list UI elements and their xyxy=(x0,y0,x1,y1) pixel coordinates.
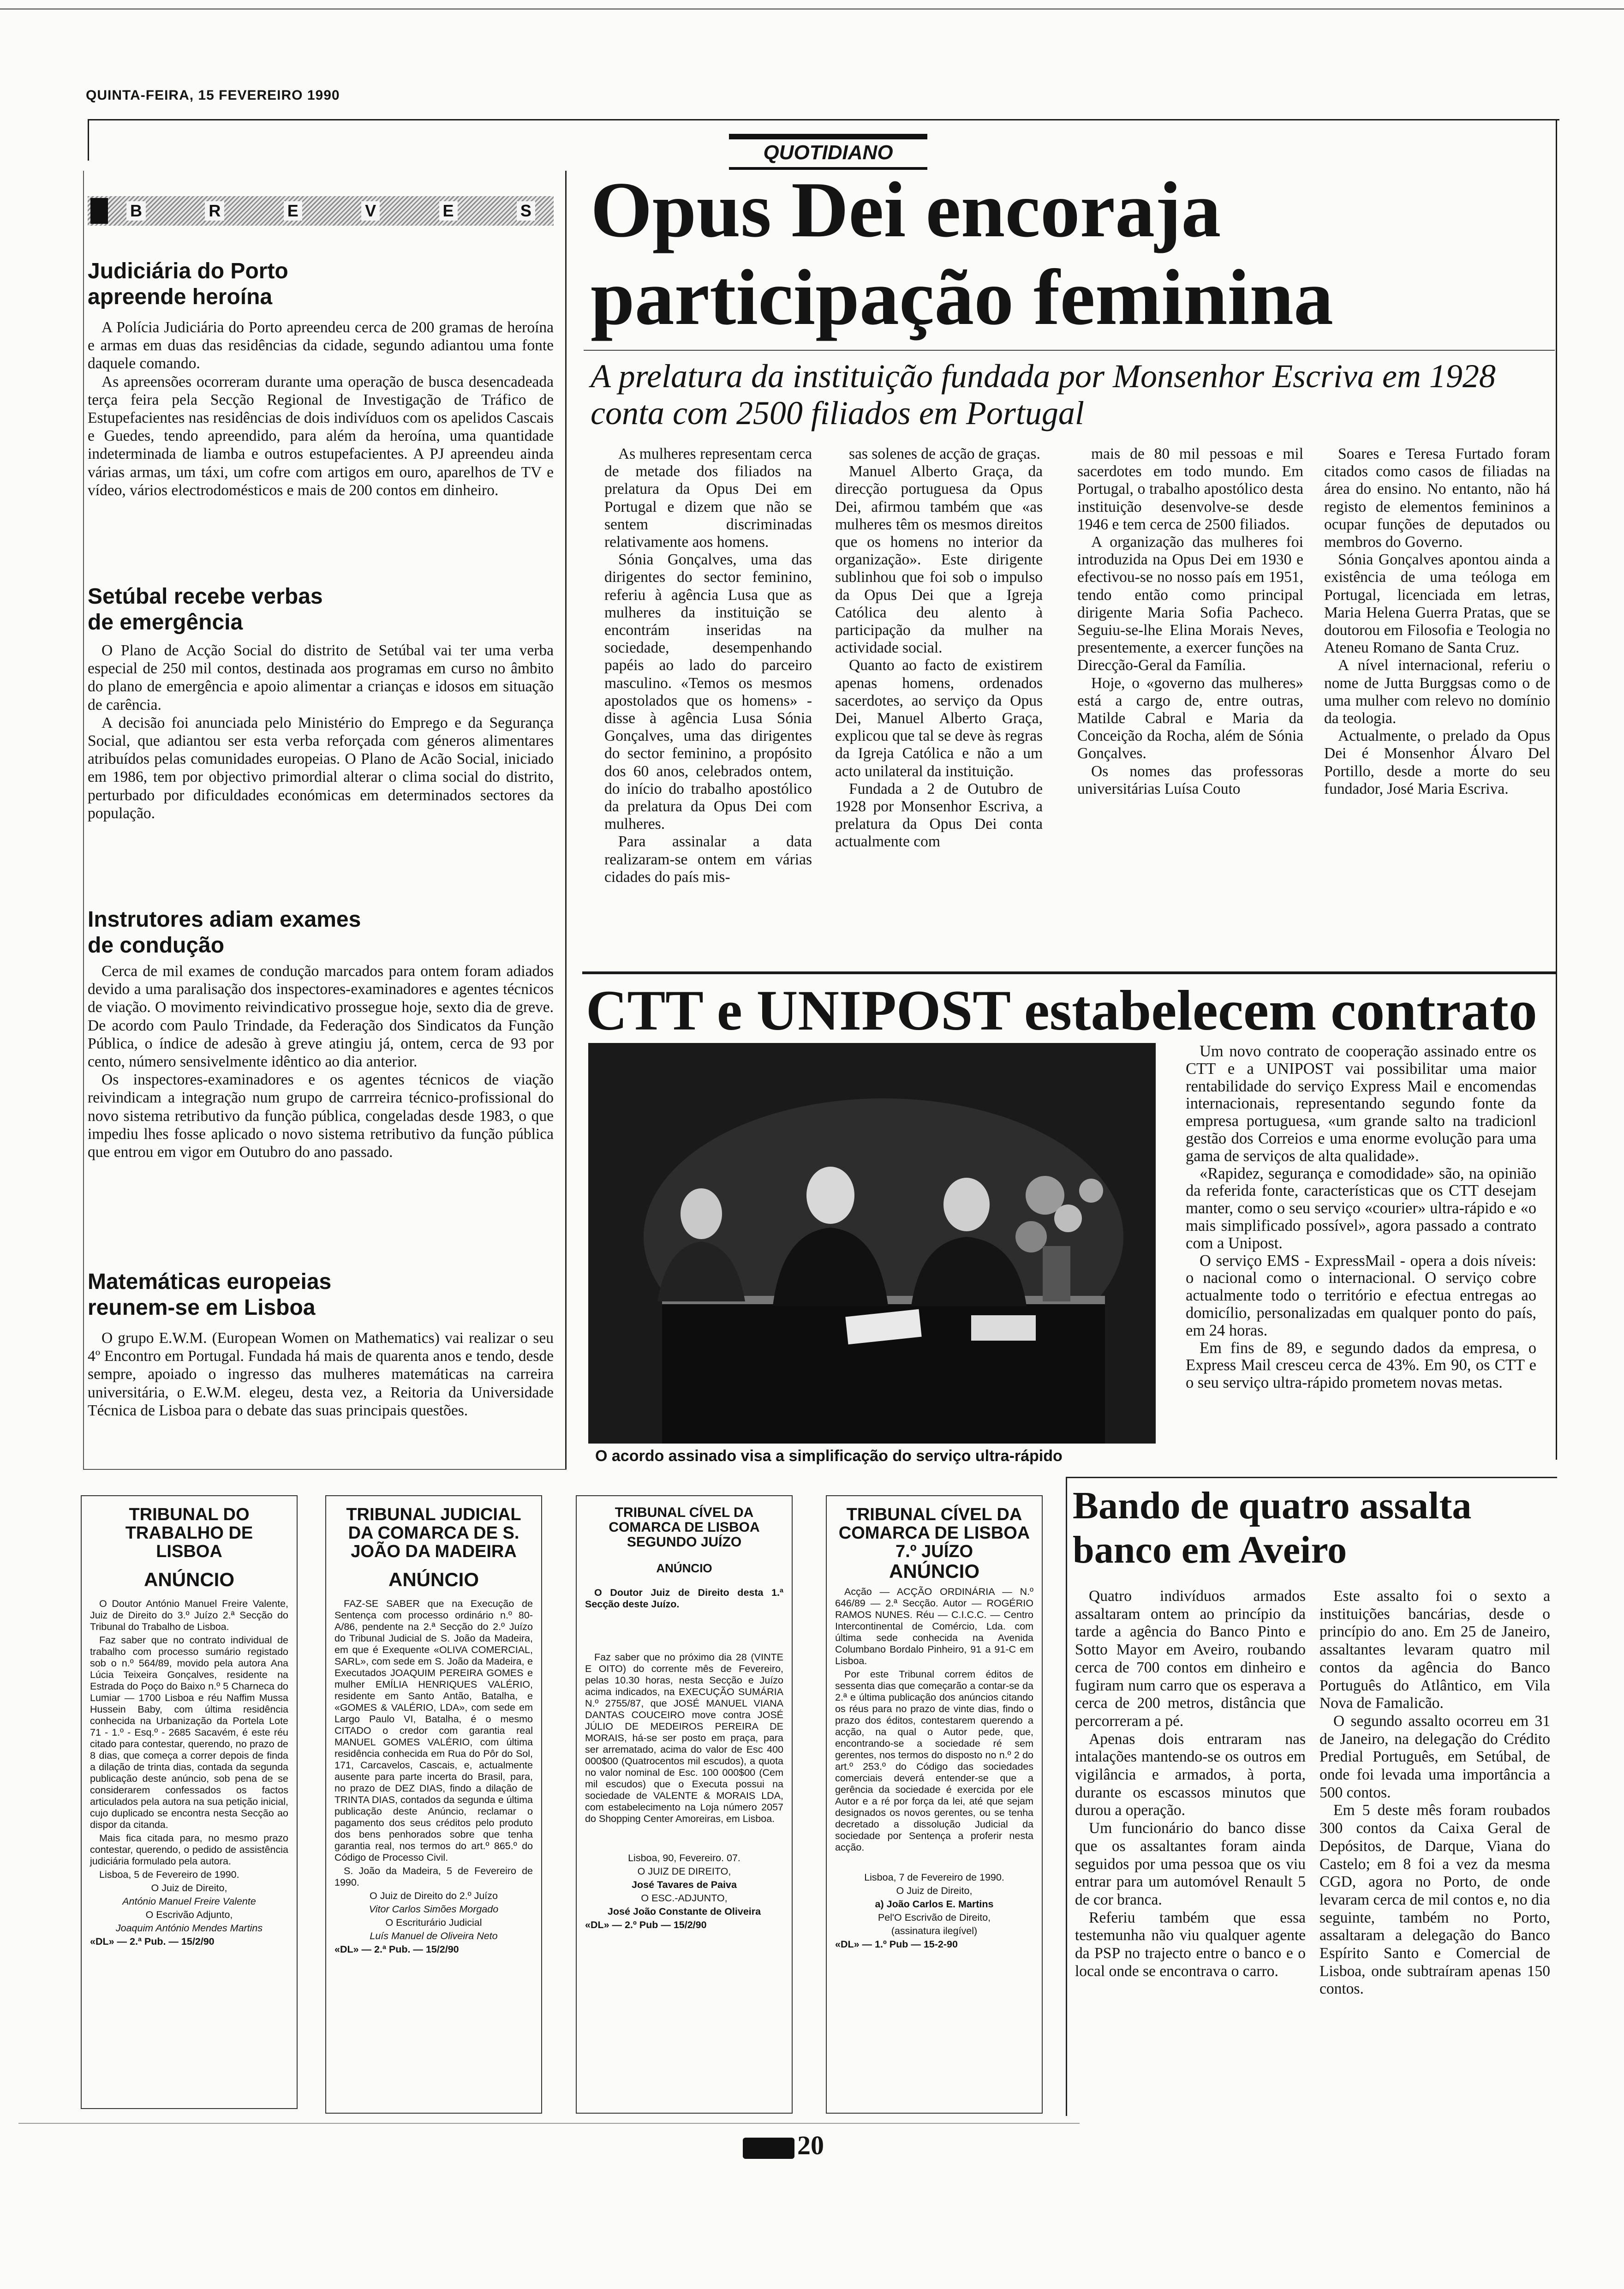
legal-notice xyxy=(325,1495,542,2114)
notice-title: TRIBUNAL DO TRABALHO DE LISBOA xyxy=(125,1505,253,1561)
notice-signature: Luís Manuel de Oliveira Neto xyxy=(370,1930,498,1941)
article-paragraph: A nível internacional, referiu o nome de Jutta Burggsas como o de uma mulher com relevo no domínio da teologia. xyxy=(1324,657,1550,727)
article-paragraph: Manuel Alberto Graça, da direcção portuguesa da Opus Dei, afirmou também que «as mulheres têm os mesmos direitos que os homens no interior da organização». Este dirigente sublinhou que foi sob o impulso da Opus Dei que a Igreja Católica deu alento à participação da mulher na actividade social. xyxy=(835,463,1043,657)
bando-paragraph: Em 5 deste mês foram roubados 300 contos da Caixa Geral de Depósitos, de Darque, Viana do Castelo; em 8 foi a vez da mesma CGD, agora no Porto, de onde levaram cerca de mil contos e, no dia seguinte, também no Porto, assaltaram a delegação do Banco Espírito Santo e Comercial de Lisboa, onde subtraíram apenas 150 contos. xyxy=(1320,1802,1550,1998)
brief-paragraph: Cerca de mil exames de condução marcados para ontem foram adiados devido a uma paralisação dos inspectores-examinadores e agentes técnicos de viação. O movimento reivindicativo prossegue hoje, sexto dia de greve. De acordo com Paulo Trindade, da Federação dos Sindicatos da Função Pública, o índice de adesão à greve atingiu já, ontem, cerca de 93 por cento, número sensivelmente idêntico ao dia anterior. xyxy=(88,963,554,1071)
bando-paragraph: Quatro indivíduos armados assaltaram ontem ao princípio da tarde a agência do Banco Pinto e Sotto Mayor em Aveiro, roubando cerca de 700 contos em dinheiro e fugiram num carro que os esperava a cerca de 200 metros, distância que percorreram a pé. xyxy=(1075,1588,1306,1730)
ctt-paragraph: Um novo contrato de cooperação assinado entre os CTT e a UNIPOST vai possibilitar uma maior rentabilidade do serviço Express Mail e encomendas internacionais, representando segundo fonte da empresa portuguesa, «um grande salto na tradicionl gestão dos Correios e uma enorme evolução para uma gama de serviços de alta qualidade». xyxy=(1186,1043,1536,1165)
brief-title: Matemáticas europeias reunem-se em Lisboa xyxy=(88,1270,332,1320)
breves-banner xyxy=(88,196,554,226)
brief-paragraph: O grupo E.W.M. (European Women on Mathematics) vai realizar o seu 4º Encontro em Portugal. Fundada há mais de quarenta anos e tendo, desde sempre, apoiado o ingresso das mulheres matemáticas na carreira universitária, o E.W.M. elegeu, desta vez, a Reitoria da Universidade Técnica de Lisboa para o debate das suas principais questões. xyxy=(88,1330,554,1419)
notice-publication: «DL» — 1.º Pub — 15-2-90 xyxy=(835,1939,958,1950)
signing-photo xyxy=(588,1043,1156,1444)
brief-paragraph: A Polícia Judiciária do Porto apreendeu cerca de 200 gramas de heroína e armas em duas das residências da cidade, segundo adiantou uma fonte daquele comando. xyxy=(88,319,554,372)
brief-paragraph: Os inspectores-examinadores e os agentes técnicos de viação reivindicam a integração num grupo de carrreira técnico-profissional do novo sistema retributivo da função pública, congeladas desde 1983, o que impediu lhes fosse aplicado o novo sistema retributivo da função pública que entrou em vigor em Outubro do ano passado. xyxy=(88,1071,554,1161)
ctt-body xyxy=(1186,1043,1536,1392)
bando-paragraph: Apenas dois entraram nas intalações mantendo-se os outros em vigilância e armados, à porta, durante os escassos minutos que durou a operação. xyxy=(1075,1730,1306,1819)
notice-title: TRIBUNAL CÍVEL DA COMARCA DE LISBOA 7.º JUÍZO xyxy=(838,1505,1030,1561)
brief-title: Judiciária do Porto apreende heroína xyxy=(88,259,288,309)
ctt-headline: CTT e UNIPOST estabelecem contrato xyxy=(586,979,1537,1042)
notice-signature: O ESC.-ADJUNTO, xyxy=(641,1893,728,1904)
bando-paragraph: Referiu também que essa testemunha não viu qualquer agente da PSP no trajecto entre o banco e o local onde se encontrava o carro. xyxy=(1075,1909,1306,1980)
notice-signature: Vitor Carlos Simões Morgado xyxy=(369,1904,499,1915)
notice-signature: O Escriturário Judicial xyxy=(385,1917,482,1928)
notice-publication: «DL» — 2.º Pub — 15/2/90 xyxy=(585,1919,707,1930)
breves-block-icon xyxy=(90,198,108,224)
article-headline: Opus Dei encoraja participação feminina xyxy=(591,166,1333,342)
ctt-rule xyxy=(582,971,1556,974)
article-subhead: A prelatura da instituição fundada por Monsenhor Escriva em 1928 conta com 2500 filiados em Portugal xyxy=(591,358,1496,431)
notice-place-date: Lisboa, 90, Fevereiro. 07. xyxy=(628,1852,740,1864)
bando-paragraph: Este assalto foi o sexto a instituições bancárias, desde o princípio do ano. Em 25 de Janeiro, assaltantes levaram quatro mil contos da agência do Banco Português do Atlântico, em Vila Nova de Famalicão. xyxy=(1320,1588,1550,1712)
brief-body xyxy=(88,962,554,1161)
article-column xyxy=(604,445,812,886)
header-rule xyxy=(88,119,1559,120)
section-label: QUOTIDIANO xyxy=(729,134,927,170)
notice-signature: a) João Carlos E. Martins xyxy=(875,1899,994,1910)
breves-letter: V xyxy=(361,201,380,221)
notice-signature: O Juiz de Direito do 2.º Juízo xyxy=(370,1890,498,1901)
notice-paragraph: Por este Tribunal correm éditos de sessenta dias que começarão a contar-se da 2.ª e última publicação dos anúncios citando os réus para no prazo de vinte dias, findo o prazo dos éditos, contestarem querendo a acção, na qual o Autor pede, que, encontrando-se a sociedade ré sem gerentes, nos termos do disposto no n.º 2 do art.º 253.º do Código das sociedades comerciais deverá entender-se que a gerência da sociedade é exercida por ele Autor e a ré por força da lei, até que sejam designados os novos gerentes, ou se tenha decretado a dissolução Judicial da sociedade por Sentença a proferir nesta acção. xyxy=(835,1669,1033,1853)
notice-publication: «DL» — 2.ª Pub. — 15/2/90 xyxy=(334,1944,459,1955)
brief-body xyxy=(88,318,554,499)
article-column xyxy=(1077,445,1303,798)
article-paragraph: Soares e Teresa Furtado foram citados como casos de filiadas na área do ensino. No entanto, não há registo de elementos femininos a ocupar funções de deputados ou membros do Governo. xyxy=(1324,445,1550,551)
ctt-paragraph: «Rapidez, segurança e comodidade» são, na opinião da referida fonte, características que os CTT desejam manter, como o seu serviço «courier» ultra-rápido e «o mais simplificado possível», agora passado a contrato com a Unipost. xyxy=(1186,1164,1536,1252)
breves-letter: S xyxy=(517,201,535,221)
bando-headline: Bando de quatro assalta banco em Aveiro xyxy=(1073,1484,1472,1571)
notice-paragraph: Mais fica citada para, no mesmo prazo contestar, querendo, o pedido de assistência judiciária formulado pela autora. xyxy=(90,1833,288,1867)
article-paragraph: As mulheres representam cerca de metade dos filiados na prelatura da Opus Dei em Portugal e dizem que não se sentem discriminadas relativamente aos homens. xyxy=(604,445,812,551)
article-column xyxy=(1324,445,1550,798)
breves-letter: R xyxy=(205,201,224,221)
bando-column xyxy=(1320,1588,1550,1998)
notice-heading: ANÚNCIO xyxy=(388,1569,479,1590)
notice-place-date: S. João da Madeira, 5 de Fevereiro de 1990. xyxy=(334,1865,533,1888)
notice-signature: Pel'O Escrivão de Direito, xyxy=(878,1912,991,1923)
article-paragraph: mais de 80 mil pessoas e mil sacerdotes em todo mundo. Em Portugal, o trabalho apostólico desta instituição desenvolve-se desde 1946 e tem cerca de 2500 filiados. xyxy=(1077,445,1303,533)
signing-photo-scene xyxy=(588,1043,1156,1444)
ctt-paragraph: Em fins de 89, e segundo dados da empresa, o Express Mail cresceu cerca de 43%. Em 90, os CTT e o seu serviço ultra-rápido prometem novas metas. xyxy=(1186,1339,1536,1392)
breves-letter: B xyxy=(126,201,146,221)
notice-heading: ANÚNCIO xyxy=(889,1560,979,1582)
breves-letter: E xyxy=(439,201,458,221)
notice-paragraph: Faz saber que no próximo dia 28 (VINTE E OITO) do corrente mês de Fevereiro, pelas 10.30 horas, nesta Secção e Juízo acima indicados, na EXECUÇÃO SUMÁRIA N.º 2755/87, que JOSÉ MANUEL VIANA DANTAS COUCEIRO move contra JOSÉ JÚLIO DE MEDEIROS PEREIRA DE MORAIS, há-se ser posto em praça, para ser arrematado, acima do valor de Esc 400 000$00 (Quatrocentos mil escudos), a quota no valor nominal de Esc. 100 000$00 (Cem mil escudos) que o Executa possui na sociedade de VALENTE & MORAIS LDA, com estabelecimento na Loja número 2057 do Shopping Center Amoreiras, em Lisboa. xyxy=(585,1652,783,1824)
brief-body xyxy=(88,1329,554,1420)
breves-frame-left xyxy=(83,171,84,1470)
notice-signature: O Juiz de Direito, xyxy=(896,1885,973,1896)
headline-rule xyxy=(584,350,1555,351)
page-date: QUINTA-FEIRA, 15 FEVEREIRO 1990 xyxy=(86,88,340,103)
legal-notice xyxy=(81,1495,298,2109)
article-paragraph: A organização das mulheres foi introduzida na Opus Dei em 1930 e efectivou-se no nosso país em 1951, tendo então como principal dirigente Maria Sofia Pacheco. Seguiu-se-lhe Elina Morais Neves, presentemente, a exercer funções na Direcção-Geral da Família. xyxy=(1077,533,1303,674)
bando-frame-left xyxy=(1066,1477,1067,2116)
article-paragraph: sas solenes de acção de graças. xyxy=(849,445,1040,462)
newspaper-logo-icon xyxy=(743,2138,794,2159)
brief-paragraph: A decisão foi anunciada pelo Ministério do Emprego e da Segurança Social, que adiantou ser esta verba reforçada com géneros alimentares atribuídos pelas comunidades europeias. O Plano de Acão Social, iniciado em 1986, tem por objectivo primordial alterar o clima social do distrito, perturbado por dificuldades económicas em determinados sectores da população. xyxy=(88,714,554,822)
notice-signature: O Juiz de Direito, xyxy=(151,1882,227,1894)
breves-letter: E xyxy=(284,201,302,221)
article-paragraph: Actualmente, o prelado da Opus Dei é Monsenhor Álvaro Del Portillo, desde a morte do seu fundador, José Maria Escriva. xyxy=(1324,727,1550,797)
notice-intro: Acção — ACÇÃO ORDINÁRIA — N.º 646/89 — 2.ª Secção. Autor — ROGÉRIO RAMOS NUNES. Réu — C.I.C.C. — Centro Intercontinental de Comércio, Lda. com última sede conhecida na Avenida Columbano Bordalo Pinheiro, 91 a 91-C em Lisboa. xyxy=(835,1586,1033,1666)
brief-title: Instrutores adiam exames de condução xyxy=(88,907,361,958)
notice-signature: O Escrivão Adjunto, xyxy=(145,1909,233,1920)
bando-paragraph: Um funcionário do banco disse que os assaltantes foram ainda seguidos por uma pessoa que os viu entrar para um automóvel Renault 5 de cor branca. xyxy=(1075,1820,1306,1908)
bando-paragraph: O segundo assalto ocorreu em 31 de Janeiro, na delegação do Crédito Predial Português, em Setúbal, de onde foi levada uma importância a 500 contos. xyxy=(1320,1712,1550,1801)
article-column xyxy=(835,445,1043,851)
page-folio xyxy=(743,2130,824,2161)
article-paragraph: Hoje, o «governo das mulheres» está a cargo de, entre outras, Matilde Cabral e Maria da Conceição da Rocha, além de Sónia Gonçalves. xyxy=(1077,674,1303,762)
notice-signature: Joaquim António Mendes Martins xyxy=(115,1923,263,1934)
ctt-paragraph: O serviço EMS - ExpressMail - opera a dois níveis: o nacional como o internacional. O serviço cobre actualmente todo o território e efectua entregas ao domicílio, personalizadas em qualquer ponto do país, em 24 horas. xyxy=(1186,1252,1536,1339)
notice-intro: O Doutor Juiz de Direito desta 1.ª Secção deste Juízo. xyxy=(585,1587,783,1610)
notice-paragraph: O Doutor António Manuel Freire Valente, Juiz de Direito do 3.º Juízo 2.ª Secção do Tribunal do Trabalho de Lisboa. xyxy=(90,1598,288,1632)
notice-place-date: Lisboa, 5 de Fevereiro de 1990. xyxy=(99,1869,239,1880)
notice-title: TRIBUNAL CÍVEL DA COMARCA DE LISBOA SEGUNDO JUÍZO xyxy=(609,1505,760,1550)
notice-signature: José Tavares de Paiva xyxy=(632,1879,737,1890)
brief-title: Setúbal recebe verbas de emergência xyxy=(88,584,323,635)
main-frame-right xyxy=(1556,119,1557,1460)
notices-bottom-rule xyxy=(18,2123,1080,2124)
notice-title: TRIBUNAL JUDICIAL DA COMARCA DE S. JOÃO DA MADEIRA xyxy=(346,1505,521,1561)
notice-place-date: Lisboa, 7 de Fevereiro de 1990. xyxy=(864,1872,1004,1883)
notice-heading: ANÚNCIO xyxy=(656,1561,712,1575)
notice-signature: José João Constante de Oliveira xyxy=(607,1906,761,1917)
notice-paragraph: FAZ-SE SABER que na Execução de Sentença com processo ordinário n.º 80-A/86, pendente na 2.ª Secção do 2.º Juízo do Tribunal Judicial de S. João da Madeira, em que é Exequente «OLIVA COMERCIAL, SARL», com sede em S. João da Madeira, e Executados JOAQUIM PEREIRA GOMES e mulher EMÍLIA HENRIQUES VALÉRIO, residente em Santo Antão, Batalha, e «GOMES & VALÉRIO, LDA», com sede em Largo Paulo VI, Batalha, é o mesmo CITADO o credor com garantia real MANUEL GOMES VALÉRIO, com última residência conhecida em Rua do Pôr do Sol, 171, Carcavelos, Cascais, e, actualmente ausente para parte incerta do Brasil, para, no prazo de DEZ DIAS, findo a dilação de TRINTA DIAS, contados da segunda e última publicação deste Anúncio, reclamar o pagamento dos seus créditos pelo produto dos bens penhorados sobre que tenha garantia real, nos termos do art.º 865.º do Código de Processo Civil. xyxy=(334,1598,533,1863)
notice-signature: (assinatura ilegível) xyxy=(891,1925,978,1936)
legal-notice xyxy=(826,1495,1043,2114)
notice-signature: O JUIZ DE DIREITO, xyxy=(637,1866,731,1877)
notice-publication: «DL» — 2.ª Pub. — 15/2/90 xyxy=(90,1936,215,1947)
top-border xyxy=(0,8,1624,10)
legal-notice xyxy=(576,1495,793,2114)
notice-paragraph: Faz saber que no contrato individual de trabalho com processo sumário registado sob o n.º 564/89, movido pela autora Ana Lúcia Teixeira Gonçalves, residente na Estrada do Poço do Baixo n.º 5 Charneca do Lumiar — 1700 Lisboa e réu Naffim Mussa Hussein Baby, com última residência conhecida na Urbanização da Portela Lote 71 - 1.º - Esq.º - 2685 Sacavém, é este réu citado para contestar, querendo, no prazo de 8 dias, que começa a correr depois de finda a dilação de trinta dias, contada da segunda publicação deste anúncio, sob pena de se considerarem confessados os factos articulados pela autora na sua petição inicial, cujo duplicado se encontra nesta Secção ao dispor da citanda. xyxy=(90,1635,288,1830)
notice-heading: ANÚNCIO xyxy=(144,1569,234,1590)
article-paragraph: Sónia Gonçalves, uma das dirigentes do sector feminino, referiu à agência Lusa que as mulheres da instituição se encontrám inseridas na sociedade, desempenhando papéis ao lado do parceiro masculino. «Temos os mesmos apostolados que os homens» - disse à agência Lusa Sónia Gonçalves, uma das dirigentes do sector feminino, a propósito dos 60 anos, celebrados ontem, do início do trabalho apostólico da prelatura da Opus Dei com mulheres. xyxy=(604,551,812,833)
article-paragraph: Fundada a 2 de Outubro de 1928 por Monsenhor Escriva, a prelatura da Opus Dei conta actualmente com xyxy=(835,780,1043,851)
header-rule-left-tick xyxy=(88,119,89,161)
article-paragraph: Para assinalar a data realizaram-se ontem em várias cidades do país mis- xyxy=(604,833,812,886)
brief-paragraph: As apreensões ocorreram durante uma operação de busca desencadeada terça feira pela Secção Regional de Investigação de Tráfico de Estupefacientes nas residências de dois indivíduos com os apelidos Cascais e Guedes, tendo apreendido, para além da heroína, uma quantidade indeterminada de liamba e outros estupefacientes. A PJ apreendeu ainda várias armas, um táxi, um cofre com artigos em ouro, aparelhos de TV e vídeo, vários electrodomésticos e mais de 200 contos em dinheiro. xyxy=(88,373,554,499)
page-number: 20 xyxy=(797,2130,824,2160)
breves-frame-bottom xyxy=(83,1469,567,1470)
notice-signature: António Manuel Freire Valente xyxy=(122,1896,256,1907)
article-paragraph: Os nomes das professoras universitárias Luísa Couto xyxy=(1077,762,1303,797)
bando-column xyxy=(1075,1588,1306,1980)
photo-caption: O acordo assinado visa a simplificação do serviço ultra-rápido xyxy=(595,1447,1063,1465)
breves-letters xyxy=(126,201,554,221)
brief-body xyxy=(88,641,554,822)
article-paragraph: Sónia Gonçalves apontou ainda a existência de uma teóloga em Portugal, licenciada em letras, Maria Helena Guerra Pratas, que se doutorou em Filosofia e Teologia no Ateneu Romano de Santa Cruz. xyxy=(1324,551,1550,657)
brief-paragraph: O Plano de Acção Social do distrito de Setúbal vai ter uma verba especial de 250 mil contos, destinada aos programas em curso no âmbito do plano de emergência e apoio alimentar a crianças e idosos em situação de carência. xyxy=(88,642,554,713)
breves-frame-right xyxy=(565,171,567,1470)
bando-frame-top xyxy=(1066,1477,1557,1478)
article-paragraph: Quanto ao facto de existirem apenas homens, ordenados sacerdotes, ao serviço da Opus Dei, Manuel Alberto Graça, explicou que tal se deve às regras da Igreja Católica e não a um acto unilateral da instituição. xyxy=(835,657,1043,780)
